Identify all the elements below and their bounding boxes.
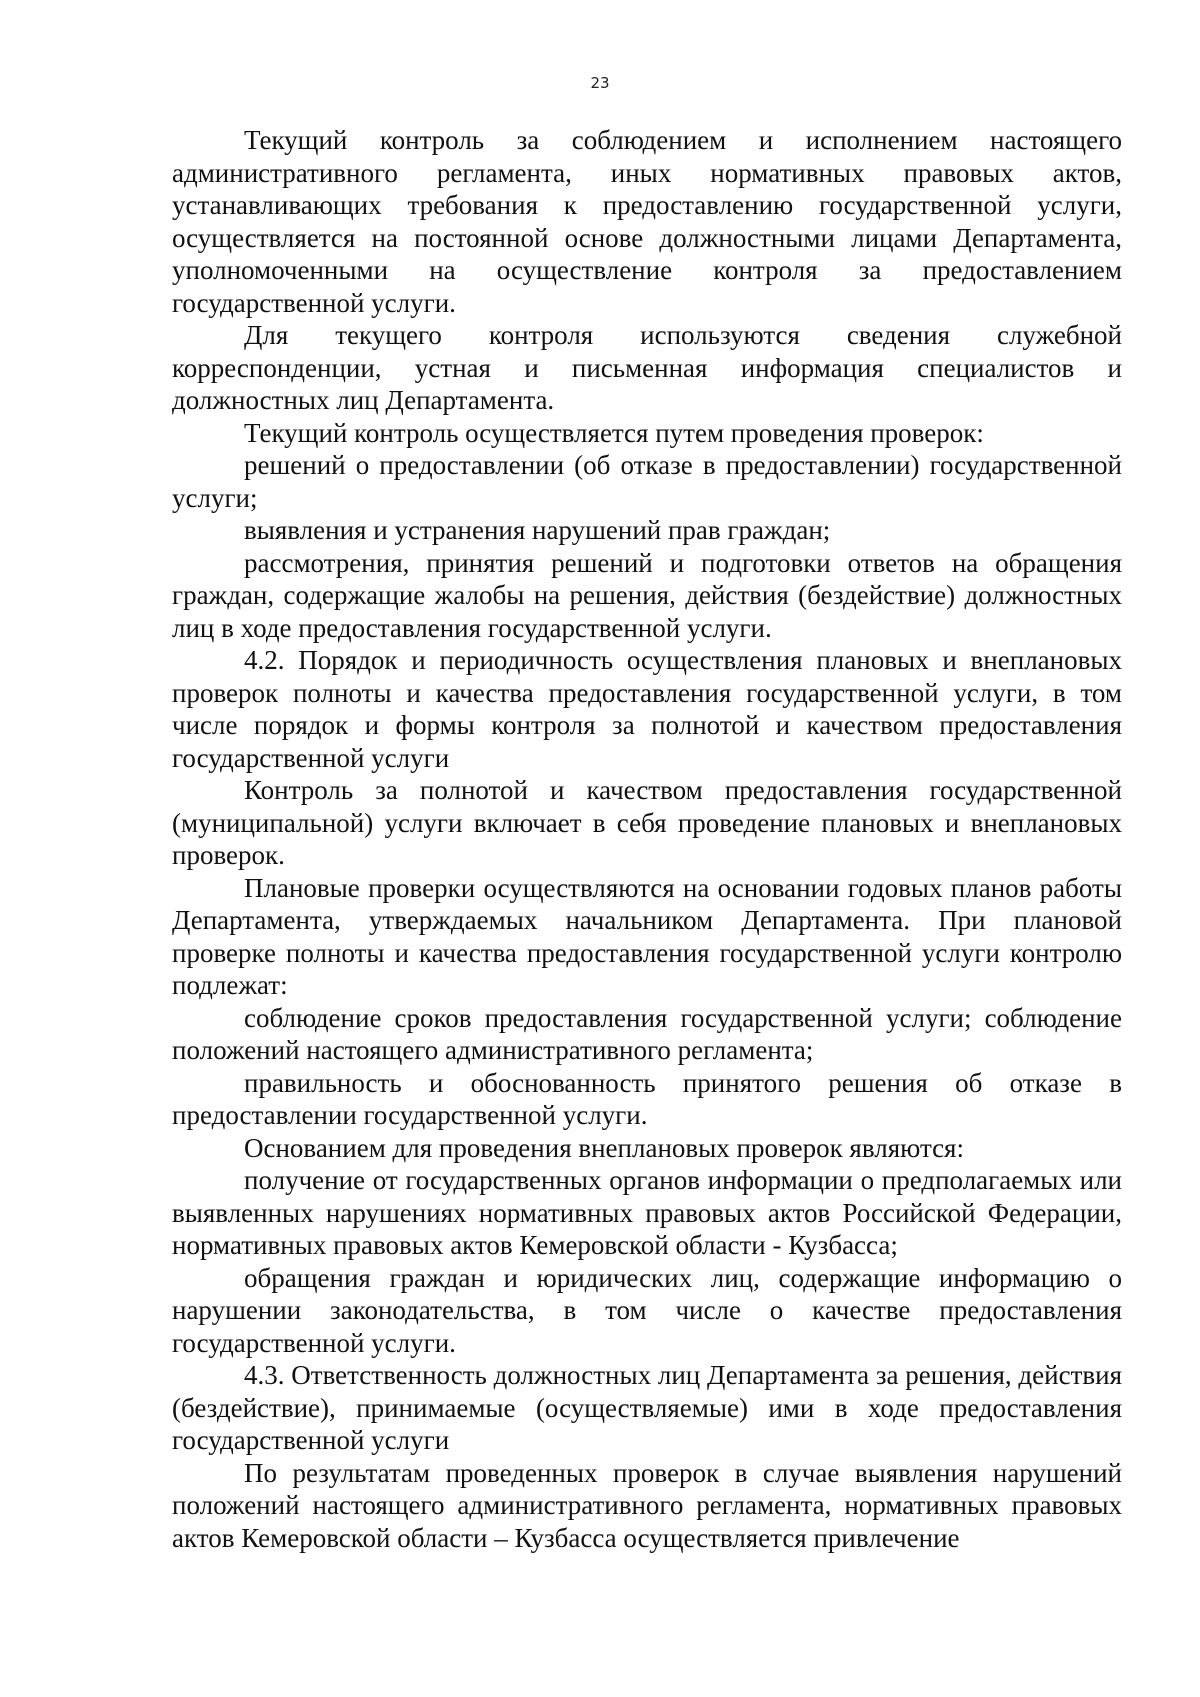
paragraph-control-sources: Для текущего контроля используются сведения служебной корреспонденции, устная и письменная информация специалистов и должностных лиц Департамента. [172,320,1122,415]
paragraph-unplanned-grounds: Основанием для проведения внеплановых проверок являются: [244,1132,964,1163]
paragraph-current-control: Текущий контроль за соблюдением и исполнением настоящего административного регламента, иных нормативных правовых актов, устанавливающих требования к предоставлению государственной услуги, осуществляется на постоянной основе должностными лицами Департамента, уполномоченными на осуществление контроля за предоставлением государственной услуги. [172,125,1122,318]
paragraph-quality-control: Контроль за полнотой и качеством предоставления государственной (муниципальной) услуги включает в себя проведение плановых и внеплановых проверок. [172,775,1122,870]
paragraph-control-checks: Текущий контроль осуществляется путем проведения проверок: [244,417,984,448]
document-body [172,124,1122,1554]
list-item-citizen-appeals: обращения граждан и юридических лиц, содержащие информацию о нарушении законодательства, в том числе о качестве предоставления государственной услуги. [172,1262,1122,1358]
section-heading-4-2: 4.2. Порядок и периодичность осуществления плановых и внеплановых проверок полноты и качества предоставления государственной услуги, в том числе порядок и формы контроля за полнотой и качеством предоставления государственной услуги [172,645,1122,773]
list-item-violations: выявления и устранения нарушений прав граждан; [244,515,831,545]
list-item-decisions: решений о предоставлении (об отказе в предоставлении) государственной услуги; [172,450,1122,513]
section-heading-4-3: 4.3. Ответственность должностных лиц Департамента за решения, действия (бездействие), принимаемые (осуществляемые) ими в ходе предоставления государственной услуги [172,1360,1122,1455]
list-item-deadlines: соблюдение сроков предоставления государственной услуги; соблюдение положений настоящего административного регламента; [172,1002,1122,1065]
list-item-state-info: получение от государственных органов информации о предполагаемых или выявленных нарушениях нормативных правовых актов Российской Федерации, нормативных правовых актов Кемеровской области - Кузбасса; [172,1165,1122,1260]
list-item-appeals: рассмотрения, принятия решений и подготовки ответов на обращения граждан, содержащие жалобы на решения, действия (бездействие) должностных лиц в ходе предоставления государственной услуги. [172,547,1122,643]
page-number: 23 [590,74,610,92]
paragraph-planned-checks: Плановые проверки осуществляются на основании годовых планов работы Департамента, утверждаемых начальником Департамента. При плановой проверке полноты и качества предоставления государственной услуги контролю подлежат: [172,872,1122,1000]
list-item-refusal-validity: правильность и обоснованность принятого решения об отказе в предоставлении государственной услуги. [172,1067,1122,1130]
paragraph-results: По результатам проведенных проверок в случае выявления нарушений положений настоящего административного регламента, нормативных правовых актов Кемеровской области – Кузбасса осуществляется привлечение [172,1457,1122,1553]
